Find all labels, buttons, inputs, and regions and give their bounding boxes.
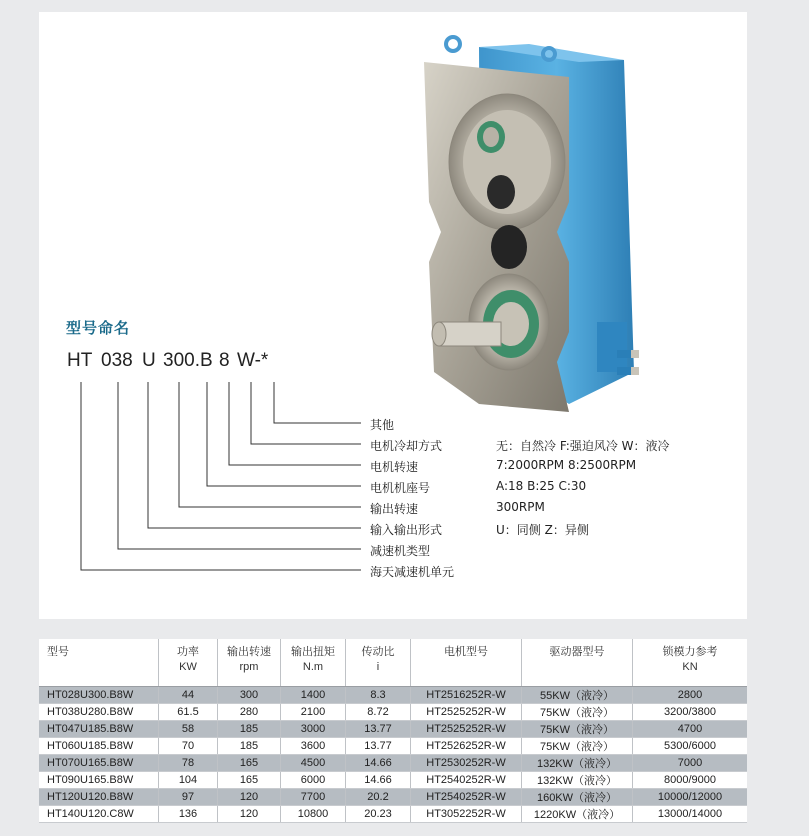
header-motor-model: 电机型号 xyxy=(411,639,522,687)
cell-drive-model: 160KW（液冷） xyxy=(522,789,633,806)
header-output-speed: 输出转速 rpm xyxy=(218,639,281,687)
naming-panel xyxy=(39,12,747,619)
label-io-form: 输入输出形式 xyxy=(370,523,443,537)
header-ratio: 传动比 i xyxy=(346,639,411,687)
cell-ratio: 8.72 xyxy=(346,704,411,721)
cell-motor-model: HT2525252R-W xyxy=(411,704,522,721)
cell-power: 97 xyxy=(159,789,218,806)
value-speed: 7:2000RPM 8:2500RPM xyxy=(496,458,637,472)
label-other: 其他 xyxy=(370,418,395,432)
cell-output-torque: 4500 xyxy=(281,755,346,772)
cell-motor-model: HT2526252R-W xyxy=(411,738,522,755)
cell-output-torque: 10800 xyxy=(281,806,346,823)
value-output: 300RPM xyxy=(496,500,545,514)
cell-output-speed: 165 xyxy=(218,772,281,789)
cell-clamp-force: 10000/12000 xyxy=(633,789,748,806)
header-model: 型号 xyxy=(39,639,159,687)
table-row xyxy=(39,789,747,806)
label-output-speed: 输出转速 xyxy=(370,502,419,516)
cell-output-torque: 6000 xyxy=(281,772,346,789)
cell-output-torque: 3000 xyxy=(281,721,346,738)
label-motor-cooling: 电机冷却方式 xyxy=(370,439,443,453)
cell-model: HT120U120.B8W xyxy=(39,789,159,806)
cell-drive-model: 75KW（液冷） xyxy=(522,721,633,738)
cell-clamp-force: 5300/6000 xyxy=(633,738,748,755)
table-row xyxy=(39,738,747,755)
cell-model: HT028U300.B8W xyxy=(39,687,159,704)
cell-ratio: 14.66 xyxy=(346,772,411,789)
cell-drive-model: 55KW（液冷） xyxy=(522,687,633,704)
cell-power: 136 xyxy=(159,806,218,823)
cell-model: HT090U165.B8W xyxy=(39,772,159,789)
cell-motor-model: HT3052252R-W xyxy=(411,806,522,823)
cell-drive-model: 75KW（液冷） xyxy=(522,704,633,721)
value-io: U：同侧 Z：异侧 xyxy=(496,523,589,537)
table-row xyxy=(39,806,747,823)
cell-ratio: 13.77 xyxy=(346,738,411,755)
cell-clamp-force: 3200/3800 xyxy=(633,704,748,721)
cell-motor-model: HT2525252R-W xyxy=(411,721,522,738)
table-row xyxy=(39,704,747,721)
cell-output-speed: 120 xyxy=(218,789,281,806)
spec-table xyxy=(39,639,747,823)
cell-ratio: 13.77 xyxy=(346,721,411,738)
cell-drive-model: 1220KW（液冷） xyxy=(522,806,633,823)
table-header-row xyxy=(39,639,747,687)
cell-drive-model: 75KW（液冷） xyxy=(522,738,633,755)
cell-model: HT047U185.B8W xyxy=(39,721,159,738)
code-type: U xyxy=(142,350,156,371)
code-cooling: W-* xyxy=(237,350,269,371)
cell-output-speed: 165 xyxy=(218,755,281,772)
cell-ratio: 20.23 xyxy=(346,806,411,823)
cell-power: 58 xyxy=(159,721,218,738)
cell-output-torque: 3600 xyxy=(281,738,346,755)
cell-motor-model: HT2530252R-W xyxy=(411,755,522,772)
cell-model: HT060U185.B8W xyxy=(39,738,159,755)
cell-output-speed: 185 xyxy=(218,738,281,755)
cell-power: 104 xyxy=(159,772,218,789)
header-clamp-force: 锁模力参考 KN xyxy=(633,639,748,687)
naming-title: 型号命名 xyxy=(66,319,131,337)
cell-output-speed: 300 xyxy=(218,687,281,704)
header-power: 功率 KW xyxy=(159,639,218,687)
cell-ratio: 8.3 xyxy=(346,687,411,704)
table-row xyxy=(39,755,747,772)
cell-motor-model: HT2540252R-W xyxy=(411,772,522,789)
label-motor-frame: 电机机座号 xyxy=(370,481,431,495)
code-prefix: HT xyxy=(67,350,93,371)
code-series: 038 xyxy=(101,350,133,371)
label-haitian-unit: 海天减速机单元 xyxy=(370,565,455,579)
cell-drive-model: 132KW（液冷） xyxy=(522,755,633,772)
code-motor-speed: 8 xyxy=(219,350,230,371)
cell-output-torque: 2100 xyxy=(281,704,346,721)
value-frame: A:18 B:25 C:30 xyxy=(496,479,587,493)
cell-clamp-force: 13000/14000 xyxy=(633,806,748,823)
cell-clamp-force: 2800 xyxy=(633,687,748,704)
cell-clamp-force: 4700 xyxy=(633,721,748,738)
cell-clamp-force: 8000/9000 xyxy=(633,772,748,789)
cell-motor-model: HT2540252R-W xyxy=(411,789,522,806)
cell-power: 70 xyxy=(159,738,218,755)
cell-output-torque: 1400 xyxy=(281,687,346,704)
cell-drive-model: 132KW（液冷） xyxy=(522,772,633,789)
cell-ratio: 20.2 xyxy=(346,789,411,806)
label-motor-speed: 电机转速 xyxy=(370,460,419,474)
cell-model: HT140U120.C8W xyxy=(39,806,159,823)
cell-power: 44 xyxy=(159,687,218,704)
code-output-speed: 300.B xyxy=(163,350,213,371)
cell-power: 61.5 xyxy=(159,704,218,721)
cell-output-torque: 7700 xyxy=(281,789,346,806)
value-cooling: 无：自然冷 F:强迫风冷 W：液冷 xyxy=(496,439,670,453)
table-row xyxy=(39,687,747,704)
table-row xyxy=(39,772,747,789)
cell-model: HT038U280.B8W xyxy=(39,704,159,721)
label-reducer-type: 减速机类型 xyxy=(370,544,431,558)
cell-model: HT070U165.B8W xyxy=(39,755,159,772)
cell-output-speed: 120 xyxy=(218,806,281,823)
cell-motor-model: HT2516252R-W xyxy=(411,687,522,704)
cell-output-speed: 185 xyxy=(218,721,281,738)
cell-ratio: 14.66 xyxy=(346,755,411,772)
header-output-torque: 输出扭矩 N.m xyxy=(281,639,346,687)
cell-clamp-force: 7000 xyxy=(633,755,748,772)
table-row xyxy=(39,721,747,738)
cell-power: 78 xyxy=(159,755,218,772)
cell-output-speed: 280 xyxy=(218,704,281,721)
header-drive-model: 驱动器型号 xyxy=(522,639,633,687)
